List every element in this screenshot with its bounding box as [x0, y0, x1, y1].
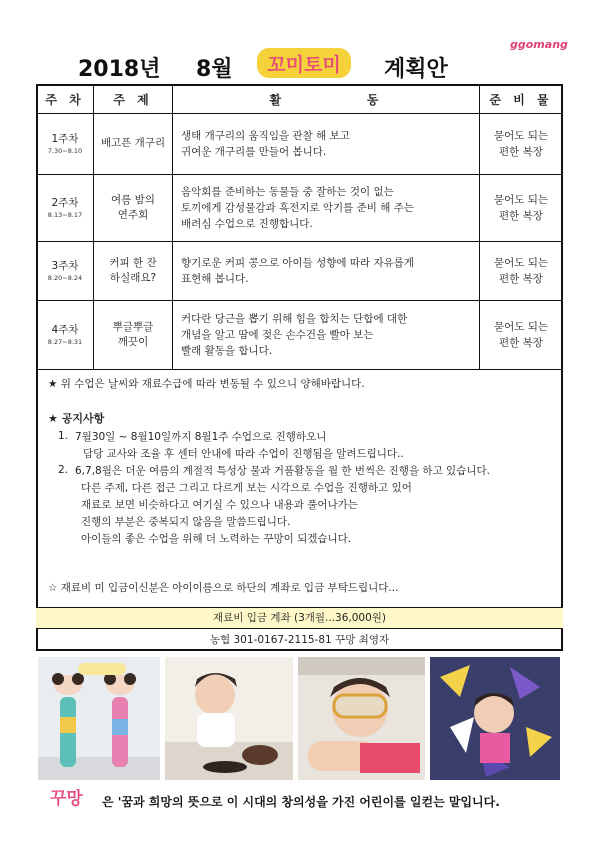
footer-brand: 꾸망: [50, 789, 83, 809]
activity-line: 토끼에게 감성물감과 흑전지로 악기를 준비 해 주는: [181, 201, 415, 214]
notice-line: 아이들의 좋은 수업을 위해 더 노력하는 꾸망이 되겠습니다.: [81, 533, 352, 545]
week-cell: [37, 114, 94, 175]
title-month: 8월: [196, 57, 233, 82]
topic-line: 하실래요?: [109, 272, 157, 284]
prep-cell: [480, 301, 563, 370]
photo-dolls: [38, 657, 160, 780]
svg-text:꼬미토미: 꼬미토미: [267, 54, 341, 76]
fee-notice: ☆ 재료비 미 입금이신분은 아이이름으로 하단의 계좌로 입금 부탁드립니다...: [48, 582, 399, 594]
week-range: 7.30~8.10: [47, 146, 83, 155]
topic-line: 깨끗이: [117, 336, 149, 348]
prep-cell: [480, 242, 563, 301]
activity-line: 개념을 알고 땀에 젖은 손수건을 빨아 보는: [181, 328, 374, 341]
week-label: 1주차: [51, 132, 79, 145]
prep-line: 묻어도 되는: [493, 256, 549, 269]
photo-child-coffee: [165, 657, 293, 780]
prep-line: 편한 복장: [499, 337, 543, 349]
photo-child-glasses: [298, 657, 425, 780]
week-label: 2주차: [51, 196, 79, 209]
notice-line: 다른 주제, 다른 접근 그리고 다르게 보는 시각으로 수업을 진행하고 있어: [81, 482, 412, 494]
notice-line: 재료로 보면 비슷하다고 여기실 수 있으나 내용과 풀어나가는: [81, 499, 358, 511]
notice-number: 1.: [58, 430, 69, 442]
table-row: [37, 175, 563, 242]
prep-line: 묻어도 되는: [493, 320, 549, 333]
notice-title: ★ 공지사항: [48, 412, 105, 425]
table-row: [37, 242, 563, 301]
week-label: 4주차: [51, 323, 79, 336]
activity-line: 향기로운 커피 콩으로 아이들 성향에 따라 자유롭게: [181, 256, 415, 269]
plan-table: [36, 84, 563, 370]
week-range: 8.20~8.24: [47, 273, 83, 282]
prep-line: 묻어도 되는: [493, 129, 549, 142]
topic-line: 연주회: [117, 209, 149, 221]
prep-line: 편한 복장: [499, 273, 543, 285]
notice-line: 6,7,8월은 더운 여름의 계절적 특성상 물과 거품활동을 월 한 번씩은 진행을 하고 있습니다.: [75, 465, 490, 477]
header-topic: 주 제: [94, 85, 173, 114]
week-cell: [37, 301, 94, 370]
week-cell: [37, 175, 94, 242]
topic-cell: 배고픈 개구리: [94, 114, 173, 175]
week-range: 8.27~8.31: [47, 337, 83, 346]
activity-cell: [173, 242, 480, 301]
header-week: 주 차: [37, 85, 94, 114]
topic-cell: [94, 242, 173, 301]
week-cell: [37, 242, 94, 301]
table-row: [37, 301, 563, 370]
prep-cell: [480, 175, 563, 242]
notice-item-1: [75, 429, 404, 463]
prep-line: 편한 복장: [499, 210, 543, 222]
activity-line: 표현해 봅니다.: [181, 273, 249, 285]
prep-cell: [480, 114, 563, 175]
header-activity: 활 동: [173, 85, 480, 114]
footer-tagline: 은 '꿈과 희망의 뜻으로 이 시대의 창의성을 가진 어린이를 일컫는 말입니다.: [102, 795, 500, 809]
topic-cell: [94, 175, 173, 242]
activity-cell: [173, 175, 480, 242]
notice-number: 2.: [58, 464, 69, 476]
prep-line: 묻어도 되는: [493, 193, 549, 206]
fee-bar: 재료비 입금 계좌 (3개월...36,000원): [36, 607, 563, 629]
activity-cell: [173, 301, 480, 370]
week-range: 8.13~8.17: [47, 210, 83, 219]
activity-line: 음악회를 준비하는 동물들 중 잘하는 것이 없는: [181, 185, 394, 198]
prep-line: 편한 복장: [499, 146, 543, 158]
topic-line: 여름 밤의: [111, 193, 155, 206]
title-year: 2018년: [78, 57, 161, 82]
ggomitomi-logo: [255, 44, 353, 82]
activity-line: 배려심 수업으로 진행합니다.: [181, 218, 313, 231]
header-prep: 준 비 물: [480, 85, 563, 114]
table-header-row: [37, 85, 563, 114]
title-plan: 계획안: [384, 57, 448, 82]
activity-line: 빨래 활동을 합니다.: [181, 345, 273, 358]
week-label: 3주차: [51, 259, 79, 272]
topic-cell: [94, 301, 173, 370]
weather-note: ★ 위 수업은 날씨와 재료수급에 따라 변동될 수 있으니 양해바랍니다.: [48, 378, 365, 390]
activity-line: 커다란 당근을 뽑기 위해 힘을 합치는 단합에 대한: [181, 312, 408, 325]
activity-line: 생태 개구리의 움직임을 관찰 해 보고: [181, 129, 350, 142]
photo-child-paper: [430, 657, 560, 780]
brand-logo: ggomang: [510, 38, 568, 51]
topic-line: 커피 한 잔: [109, 256, 157, 269]
table-row: [37, 114, 563, 175]
activity-line: 귀여운 개구리를 만들어 봅니다.: [181, 146, 327, 158]
topic-line: 뿌글뿌글: [112, 320, 154, 333]
notice-line: 담당 교사와 조율 후 센터 안내에 따라 수업이 진행됨을 알려드립니다..: [83, 448, 404, 460]
notice-item-2: [75, 463, 490, 548]
activity-cell: [173, 114, 480, 175]
notice-line: 7월30일 ~ 8월10일까지 8월1주 수업으로 진행하오니: [75, 431, 327, 443]
notice-line: 진행의 부분은 중복되지 않음을 말씀드립니다.: [81, 516, 291, 528]
bank-account: 농협 301-0167-2115-81 꾸망 최영자: [209, 634, 390, 646]
